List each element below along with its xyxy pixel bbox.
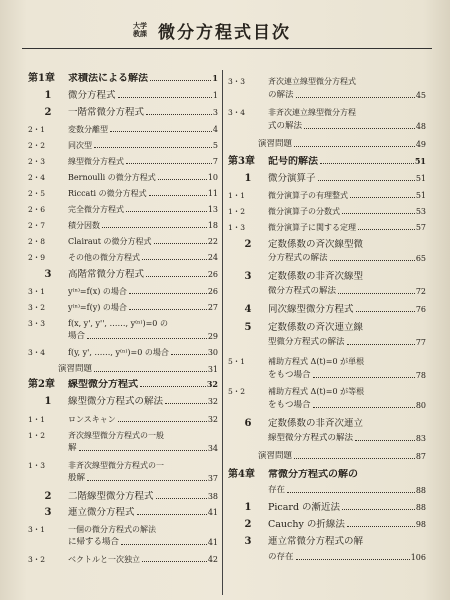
toc-entry-cont [228,121,426,132]
toc-entry-title: ベクトルと一次独立 [68,555,140,564]
toc-leader-dots [347,344,415,345]
toc-entry-sub [28,347,218,358]
toc-entry-title: の解法 [268,90,294,100]
toc-entry-number: 第4章 [228,469,255,480]
toc-leader-dots [171,354,207,355]
toc-entry-number: 3・1 [28,525,46,534]
toc-entry-title: 分方程式の解法 [268,253,328,263]
toc-entry-sub [228,222,426,233]
toc-page-number: 41 [207,538,218,547]
toc-leader-dots [294,458,415,459]
toc-entry-title: 斉次連立線型微分方程式 [268,77,356,86]
toc-entry-title: 高階常微分方程式 [68,269,145,280]
toc-entry-number: 3 [44,507,52,518]
toc-entry-number: 2 [44,107,52,118]
toc-entry-sec [228,271,426,282]
toc-page-number: 7 [212,157,218,166]
toc-leader-dots [126,163,212,164]
toc-page-number: 30 [207,348,218,357]
toc-entry-number: 1・3 [28,461,46,470]
toc-page-number: 45 [415,91,426,100]
toc-entry-sub [28,286,218,297]
toc-page-number: 27 [207,303,218,312]
toc-entry-cont [228,370,426,381]
toc-leader-dots [165,403,207,404]
toc-entry-sub [228,190,426,201]
toc-leader-dots [313,407,415,408]
toc-entry-number: 5・2 [228,387,246,396]
toc-page-number: 24 [207,253,218,262]
toc-entry-title: その他の微分方程式 [68,253,140,262]
toc-entry-title: 補助方程式 Δ(t)=0 が単根 [268,357,365,366]
toc-entry-number: 2・7 [28,221,46,230]
toc-entry-sub [28,524,218,535]
toc-page-number: 83 [415,434,426,443]
toc-entry-sec [28,491,218,502]
toc-entry-cont [228,552,426,563]
toc-entry-sub [28,172,218,183]
toc-leader-dots [129,309,207,310]
toc-entry-title: 定数係数の斉次連立線 [268,322,364,333]
toc-page-number: 38 [207,492,218,501]
toc-page-number: 4 [212,125,218,134]
toc-entry-title: 積分因数 [68,221,100,230]
toc-entry-title: 線型微分方程式 [68,379,138,390]
toc-entry-number: 3・2 [28,555,46,564]
toc-leader-dots [137,514,207,515]
toc-leader-dots [121,544,207,545]
page-title: 微分方程式目次 [158,23,291,43]
toc-page-number: 53 [415,207,426,216]
toc-page-number: 80 [415,401,426,410]
toc-entry-exer [28,364,218,375]
toc-leader-dots [87,480,207,481]
toc-entry-title: 微分方程式 [68,90,116,101]
toc-leader-dots [355,440,415,441]
toc-entry-number: 3・4 [28,348,46,357]
toc-entry-sub [228,386,426,397]
toc-entry-number: 3・4 [228,108,246,117]
toc-leader-dots [149,195,207,196]
toc-entry-sub [228,206,426,217]
toc-page-number: 88 [415,503,426,512]
toc-entry-number: 1 [44,90,52,101]
toc-entry-sub [28,318,218,329]
toc-entry-title: 記号的解法 [268,156,318,167]
toc-entry-number: 1・1 [228,191,246,200]
toc-entry-sec [228,519,426,530]
toc-entry-title: 連立微分方程式 [68,507,135,518]
toc-page-number: 1 [212,73,218,83]
toc-entry-number: 2・9 [28,253,46,262]
series-label-top: 大学 [133,21,147,30]
toc-leader-dots [358,229,415,230]
toc-page-number: 48 [415,122,426,131]
toc-leader-dots [140,386,206,387]
toc-entry-title: 線型微分方程式の解法 [68,396,164,407]
toc-leader-dots [338,293,415,294]
toc-entry-title: 演習問題 [258,451,293,461]
header-rule [22,48,432,49]
toc-leader-dots [129,293,207,294]
toc-entry-title: 求積法による解法 [68,73,148,84]
toc-page-number: 13 [207,205,218,214]
toc-entry-sub [28,554,218,565]
toc-leader-dots [118,421,207,422]
series-label [128,22,152,38]
toc-entry-number: 2 [44,491,52,502]
toc-entry-sec [228,304,426,315]
toc-entry-title: をもつ場合 [268,370,311,380]
toc-entry-number: 第1章 [28,73,55,84]
toc-entry-title: 変数分離型 [68,125,108,134]
toc-entry-chapter [228,469,426,480]
toc-leader-dots [350,197,415,198]
toc-entry-title: 線型微分方程式の解法 [268,433,354,443]
toc-entry-sec [28,107,218,118]
toc-entry-title: ロンスキャン [68,415,116,424]
toc-entry-number: 1・2 [28,431,46,440]
toc-page-number: 77 [415,338,426,347]
toc-page-number: 49 [415,140,426,149]
toc-entry-title: 同次型 [68,141,92,150]
toc-page-number: 88 [415,486,426,495]
toc-entry-sec [28,507,218,518]
toc-page-number: 51 [414,156,426,166]
toc-leader-dots [318,180,415,181]
toc-entry-title: 非斉次連立線型微分方程 [268,108,356,117]
toc-entry-number: 5・1 [228,357,246,366]
toc-entry-sec [228,322,426,333]
toc-entry-sub [28,124,218,135]
toc-entry-number: 2・3 [28,157,46,166]
toc-entry-number: 1 [244,173,252,184]
toc-page-number: 78 [415,371,426,380]
toc-entry-cont [228,286,426,297]
toc-entry-number: 2・2 [28,141,46,150]
toc-entry-number: 1・1 [28,415,46,424]
toc-page-number: 22 [207,237,218,246]
toc-page-number: 98 [415,520,426,529]
toc-entry-sec [228,173,426,184]
toc-page-number: 87 [415,452,426,461]
toc-entry-title: 演習問題 [258,139,293,149]
toc-leader-dots [330,260,415,261]
toc-entry-number: 3・2 [28,303,46,312]
toc-leader-dots [342,213,415,214]
toc-entry-title: 微分方程式の解法 [268,286,337,296]
toc-entry-number: 3 [244,271,252,282]
toc-entry-title: 二階線型微分方程式 [68,491,154,502]
toc-leader-dots [94,147,212,148]
toc-leader-dots [150,80,211,81]
toc-leader-dots [296,559,410,560]
toc-entry-number: 2・8 [28,237,46,246]
toc-leader-dots [287,492,415,493]
toc-entry-number: 1 [244,502,252,513]
toc-entry-title: 演習問題 [58,364,93,374]
toc-entry-sub [28,140,218,151]
toc-entry-number: 3・3 [228,77,246,86]
toc-entry-number: 1 [44,396,52,407]
toc-entry-title: 線型微分方程式 [68,157,124,166]
toc-entry-number: 1・2 [228,207,246,216]
toc-entry-title: 非斉次線型微分方程式の一 [68,461,164,470]
toc-entry-title: Clairaut の微分方程式 [68,237,152,246]
toc-leader-dots [142,259,207,260]
toc-entry-number: 2・6 [28,205,46,214]
toc-entry-number: 3 [44,269,52,280]
toc-entry-number: 5 [244,322,252,333]
toc-page-number: 76 [415,305,426,314]
toc-leader-dots [294,146,415,147]
toc-entry-cont [228,253,426,264]
toc-page-number: 72 [415,287,426,296]
toc-entry-sec [228,502,426,513]
toc-entry-title: 連立常微分方程式の解 [268,536,364,547]
toc-entry-cont [28,331,218,342]
toc-entry-number: 4 [244,304,252,315]
toc-entry-title: 解 [68,443,77,453]
toc-leader-dots [102,227,207,228]
toc-entry-number: 3・3 [28,319,46,328]
toc-entry-title: 式の解法 [268,121,303,131]
toc-entry-number: 2・1 [28,125,46,134]
toc-leader-dots [142,561,207,562]
toc-entry-title: 般解 [68,473,86,483]
toc-entry-sec [228,536,426,547]
series-label-bottom: 教課 [133,29,147,38]
toc-leader-dots [146,114,212,115]
toc-entry-sub [28,252,218,263]
toc-entry-sub [28,204,218,215]
toc-entry-cont [28,473,218,484]
toc-page-number: 34 [207,444,218,453]
toc-entry-title: Bernoulli の微分方程式 [68,173,156,182]
column-divider [222,70,223,595]
toc-entry-title: 場合 [68,331,86,341]
toc-entry-title: f(y, y', ……, y⁽ⁿ⁾)=0 の場合 [68,348,169,357]
toc-entry-title: 微分演算子に関する定理 [268,223,356,232]
toc-leader-dots [296,97,415,98]
toc-entry-exer [228,139,426,150]
toc-page-number: 41 [207,508,218,517]
toc-entry-title: 補助方程式 Δ(t)=0 が等根 [268,387,365,396]
toc-entry-chapter [228,156,426,167]
toc-entry-title: 同次線型微分方程式 [268,304,354,315]
toc-page-number: 106 [410,553,426,562]
toc-leader-dots [126,211,207,212]
toc-page-number: 51 [415,174,426,183]
toc-entry-sec [228,418,426,429]
toc-entry-title: 定数係数の斉次線型微 [268,239,364,250]
toc-entry-cont [28,443,218,454]
toc-entry-number: 2・5 [28,189,46,198]
toc-entry-title: y⁽ⁿ⁾=f(x) の場合 [68,287,127,296]
toc-leader-dots [347,526,415,527]
toc-leader-dots [158,179,207,180]
toc-entry-number: 6 [244,418,252,429]
toc-entry-sub [28,302,218,313]
toc-entry-cont [228,400,426,411]
toc-entry-title: の存在 [268,552,294,562]
toc-page-number: 5 [212,141,218,150]
toc-page-number: 29 [207,332,218,341]
toc-entry-title: Riccati の微分方程式 [68,189,147,198]
toc-entry-sub [228,76,426,87]
toc-entry-cont [228,433,426,444]
toc-entry-sub [28,430,218,441]
page-header [0,18,450,62]
toc-leader-dots [110,131,212,132]
toc-leader-dots [94,371,207,372]
toc-entry-number: 2 [244,519,252,530]
toc-page-number: 65 [415,254,426,263]
toc-entry-cont [28,537,218,548]
toc-entry-sub [28,414,218,425]
toc-entry-title: 存在 [268,485,286,495]
toc-leader-dots [156,498,207,499]
toc-entry-sub [28,156,218,167]
toc-entry-title: 微分演算子 [268,173,316,184]
toc-entry-sub [228,107,426,118]
toc-entry-sec [228,239,426,250]
toc-page-number: 42 [207,555,218,564]
toc-entry-title: 定数係数の非斉次連立 [268,418,364,429]
toc-entry-cont [228,337,426,348]
toc-page-number: 10 [207,173,218,182]
toc-entry-exer [228,451,426,462]
toc-page-number: 37 [207,474,218,483]
toc-entry-sub [28,220,218,231]
toc-page-number: 32 [207,415,218,424]
toc-entry-title: y⁽ⁿ⁾=f(y) の場合 [68,303,127,312]
toc-page-number: 31 [207,365,218,374]
toc-entry-cont [228,90,426,101]
toc-leader-dots [342,509,415,510]
toc-entry-sub [28,236,218,247]
toc-leader-dots [87,338,207,339]
toc-leader-dots [146,276,207,277]
toc-entry-number: 第2章 [28,379,55,390]
toc-leader-dots [304,128,415,129]
toc-entry-chapter [28,379,218,390]
toc-entry-number: 2 [244,239,252,250]
toc-entry-sec [28,90,218,101]
toc-leader-dots [154,243,207,244]
toc-entry-title: 微分演算子の分数式 [268,207,340,216]
toc-entry-title: f(x, y', y'', ……, y⁽ⁿ⁾)=0 の [68,319,168,328]
toc-entry-title: をもつ場合 [268,400,311,410]
toc-page-number: 57 [415,223,426,232]
toc-entry-cont [228,485,426,496]
toc-entry-sub [228,356,426,367]
toc-entry-title: 微分演算子の有理整式 [268,191,348,200]
toc-page-number: 3 [212,108,218,117]
toc-leader-dots [313,377,415,378]
toc-page-number: 32 [206,379,218,389]
toc-entry-sec [28,269,218,280]
toc-page-number: 32 [207,397,218,406]
toc-entry-number: 3 [244,536,252,547]
toc-page-number: 11 [207,189,218,198]
toc-leader-dots [320,163,414,164]
toc-page-number: 26 [207,270,218,279]
toc-entry-title: に帰する場合 [68,537,120,547]
toc-entry-title: 一階常微分方程式 [68,107,145,118]
toc-entry-number: 第3章 [228,156,255,167]
toc-entry-title: 常微分方程式の解の [268,469,358,480]
toc-page-number: 26 [207,287,218,296]
toc-entry-sub [28,188,218,199]
toc-entry-number: 3・1 [28,287,46,296]
toc-entry-title: Picard の漸近法 [268,502,341,513]
toc-entry-number: 1・3 [228,223,246,232]
toc-entry-title: 斉次線型微分方程式の一般 [68,431,164,440]
toc-entry-title: 型微分方程式の解法 [268,337,345,347]
toc-page-number: 51 [415,191,426,200]
toc-entry-sub [28,460,218,471]
toc-leader-dots [118,97,212,98]
toc-entry-title: 定数係数の非斉次線型 [268,271,364,282]
toc-leader-dots [79,450,207,451]
toc-entry-chapter [28,73,218,84]
toc-page-number: 18 [207,221,218,230]
toc-entry-title: 一個の微分方程式の解法 [68,525,156,534]
toc-leader-dots [356,311,415,312]
toc-entry-number: 2・4 [28,173,46,182]
toc-entry-title: Cauchy の折線法 [268,519,345,530]
toc-entry-title: 完全微分方程式 [68,205,124,214]
toc-page-number: 1 [212,91,218,100]
toc-entry-sec [28,396,218,407]
